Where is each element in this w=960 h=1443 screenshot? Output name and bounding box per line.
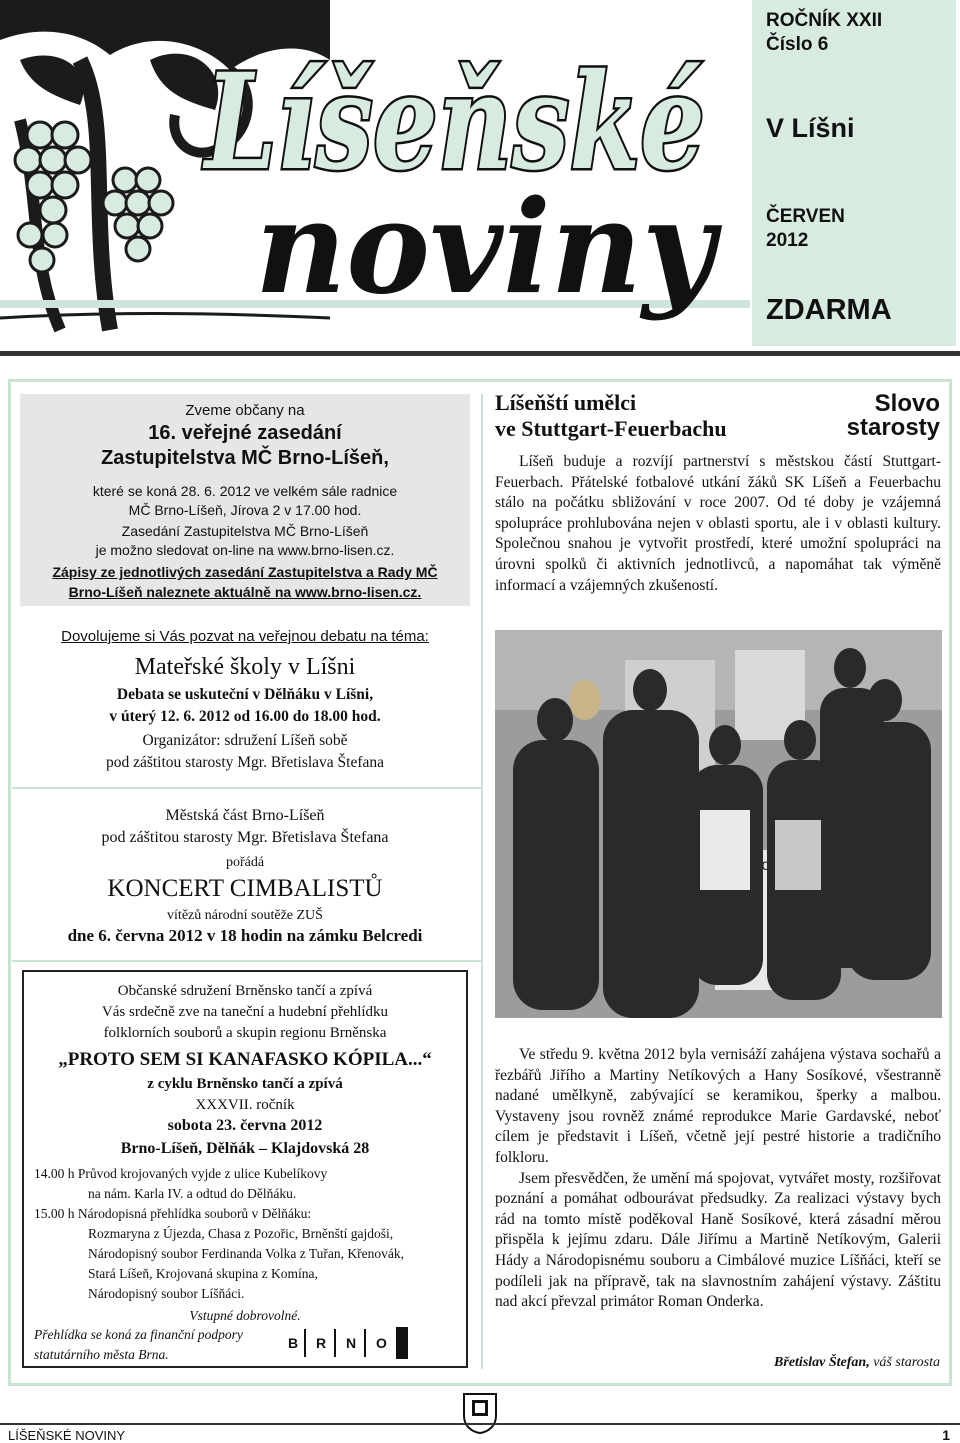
issue-info-box xyxy=(752,0,956,346)
folk-date: sobota 23. června 2012 xyxy=(167,1117,323,1134)
folk-prog-2e: Národopisný soubor Líšňáci. xyxy=(88,1286,245,1301)
article-headline-1: Líšeňští umělci xyxy=(495,390,637,415)
debate-detail-2: v úterý 12. 6. 2012 od 16.00 do 18.00 hod. xyxy=(109,708,381,725)
folk-prog-1b: na nám. Karla IV. a odtud do Dělňáku. xyxy=(88,1186,297,1201)
meeting-intro: Zveme občany na xyxy=(185,402,305,419)
folk-support-1: Přehlídka se koná za finanční podpory xyxy=(34,1327,243,1342)
brno-logo-bar xyxy=(334,1329,336,1357)
brno-logo-letter: R xyxy=(316,1335,327,1351)
section-divider-1 xyxy=(12,787,481,789)
brno-city-logo xyxy=(288,1327,412,1359)
article-para-3: Jsem přesvědčen, že umění má spojovat, vytvářet mosty, rozšiřovat poznání a pomáhat odbourávat předsudky. Za realizaci výstavy bych rád na tomto místě poděkoval Haně Sosíkové, která zásadní měrou přispěla k jejímu zdaru. Dále Jiřímu a Martině Netíkovým, Galerii Hády a Národopisnému souboru a Cimbálové muzice Líšňáci, kteří se podíleli jak na přípravě, tak na slavnostním zahájení výstavy. Záštitu nad akcí převzal primátor Roman Onderka. xyxy=(495,1169,941,1311)
debate-organizer-1: Organizátor: sdružení Líšeň sobě xyxy=(142,732,348,749)
meeting-line-5: Zápisy ze jednotlivých zasedání Zastupitelstva a Rady MČ xyxy=(52,564,438,580)
logo-title-line2: noviny xyxy=(255,173,723,323)
folk-prog-1a: 14.00 h Průvod krojovaných vyjde z ulice Kubelíkovy xyxy=(34,1166,328,1181)
concert-line-4: vítězů národní soutěže ZUŠ xyxy=(167,908,323,923)
concert-line-2: pod záštitou starosty Mgr. Břetislava Štefana xyxy=(101,829,389,846)
folk-festival-content xyxy=(24,983,466,1363)
folk-title: „PROTO SEM SI KANAFASKO KÓPILA...“ xyxy=(58,1049,432,1070)
signature-name: Břetislav Štefan, xyxy=(774,1355,870,1370)
folk-edition: XXXVII. ročník xyxy=(195,1097,295,1113)
article-headline-2: ve Stuttgart-Feuerbachu xyxy=(495,416,727,441)
year-label: 2012 xyxy=(766,230,809,251)
meeting-line-6: Brno-Líšeň naleznete aktuálně na www.brno-lisen.cz. xyxy=(68,584,422,600)
logo-title-line1: Líšeňské xyxy=(201,45,705,200)
meeting-line-1: které se koná 28. 6. 2012 ve velkém sále radnice xyxy=(92,483,398,499)
article-para-2: Ve středu 9. května 2012 byla vernisáží zahájena výstava sochařů a řezbářů Jiřího a Martiny Netíkových a Hany Sosíkové, všestranně nadané umělkyně, zabývající se keramikou, šperky a malbou. Vystaveny jsou rovněž známé reprodukce Marie Gardavské, neboť cílem je představit i Líšeň, včetně její pestré historie a tradičního folkloru. xyxy=(495,1046,941,1166)
concert-notice xyxy=(20,807,470,957)
debate-notice xyxy=(20,628,470,778)
brno-logo-letter: N xyxy=(346,1335,357,1351)
concert-title: KONCERT CIMBALISTŮ xyxy=(107,875,383,902)
meeting-title-2: Zastupitelstva MČ Brno-Líšeň, xyxy=(101,447,389,469)
folk-free-entry: Vstupné dobrovolné. xyxy=(189,1308,301,1323)
folk-prog-2b: Rozmaryna z Újezda, Chasa z Pozořic, Brněnští gajdoši, xyxy=(88,1226,394,1241)
article-para-1: Líšeň buduje a rozvíjí partnerství s městskou částí Stuttgart-Feuerbach. Přátelské fotbalové utkání žáků SK Líšeň a Feuerbachu stálo na počátku sbližování v roce 2007. Od té doby je vzájemná spolupráce prohlubována nejen v oblasti sportu, ale i v oblasti kultury. Společnou snahou je vytvořit prostředí, které umožní spolupráci na úrovni spolků či aktivních jednotlivců, a napomáhat tak výměně informací a vzájemných zkušeností. xyxy=(495,453,941,594)
debate-organizer-2: pod záštitou starosty Mgr. Břetislava Štefana xyxy=(105,754,385,771)
masthead-logo-artwork xyxy=(0,0,750,350)
council-meeting-notice xyxy=(20,394,470,606)
volume-label: ROČNÍK XXII xyxy=(766,10,883,31)
folk-line-3: folklorních souborů a skupin regionu Brněnska xyxy=(103,1025,387,1041)
folk-prog-2a: 15.00 h Národopisná přehlídka souborů v Dělňáku: xyxy=(34,1206,312,1221)
column-label-1: Slovo xyxy=(874,390,940,417)
concert-line-1: Městská část Brno-Líšeň xyxy=(165,807,325,824)
place-label: V Líšni xyxy=(766,113,855,143)
footer-rule xyxy=(0,1423,960,1425)
meeting-line-4: je možno sledovat on-line na www.brno-lisen.cz. xyxy=(95,542,395,558)
leaf-shapes xyxy=(20,54,218,110)
meeting-line-3: Zasedání Zastupitelstva MČ Brno-Líšeň xyxy=(121,523,369,539)
footer-paper-name: LÍŠEŇSKÉ NOVINY xyxy=(8,1428,126,1443)
meeting-line-2: MČ Brno-Líšeň, Jírova 2 v 17.00 hod. xyxy=(128,502,362,518)
folk-prog-2c: Národopisný soubor Ferdinanda Volka z Tuřan, Křenovák, xyxy=(88,1246,404,1261)
price-label: ZDARMA xyxy=(766,294,892,326)
masthead-rule xyxy=(0,351,960,356)
footer-page-number: 1 xyxy=(942,1427,950,1443)
meeting-title-1: 16. veřejné zasedání xyxy=(148,422,342,444)
section-divider-2 xyxy=(12,960,481,962)
folk-series: z cyklu Brněnsko tančí a zpívá xyxy=(147,1076,343,1092)
brno-logo-letter: O xyxy=(376,1335,387,1351)
folk-support-2: statutárního města Brna. xyxy=(34,1347,169,1362)
brno-logo-bar xyxy=(364,1329,366,1357)
brno-logo-letter: B xyxy=(288,1335,299,1351)
folk-prog-2d: Stará Líšeň, Krojovaná skupina z Komína, xyxy=(88,1266,318,1281)
month-label: ČERVEN xyxy=(766,206,845,227)
brno-logo-block xyxy=(396,1327,408,1359)
folk-line-2: Vás srdečně zve na taneční a hudební přehlídku xyxy=(101,1004,389,1020)
brno-logo-bar xyxy=(304,1329,306,1357)
column-divider xyxy=(481,394,483,1369)
concert-line-3: pořádá xyxy=(225,855,265,870)
city-emblem-icon xyxy=(462,1392,498,1434)
signature-role: váš starosta xyxy=(873,1355,940,1370)
column-label-2: starosty xyxy=(846,414,940,441)
article-signature xyxy=(700,1355,940,1371)
concert-line-5: dne 6. června 2012 v 18 hodin na zámku Belcredi xyxy=(67,926,423,945)
article-body xyxy=(495,1045,941,1313)
debate-topic: Mateřské školy v Líšni xyxy=(134,654,356,680)
issue-number: Číslo 6 xyxy=(766,34,829,55)
folk-venue: Brno-Líšeň, Dělňák – Klajdovská 28 xyxy=(120,1140,370,1157)
exhibition-photo xyxy=(495,630,942,1018)
article-paragraph-1 xyxy=(495,452,941,596)
folk-line-1: Občanské sdružení Brněnsko tančí a zpívá xyxy=(117,983,373,999)
debate-detail-1: Debata se uskuteční v Dělňáku v Líšni, xyxy=(116,686,374,703)
debate-invite: Dovolujeme si Vás pozvat na veřejnou debatu na téma: xyxy=(61,628,429,645)
column-label xyxy=(790,392,940,440)
